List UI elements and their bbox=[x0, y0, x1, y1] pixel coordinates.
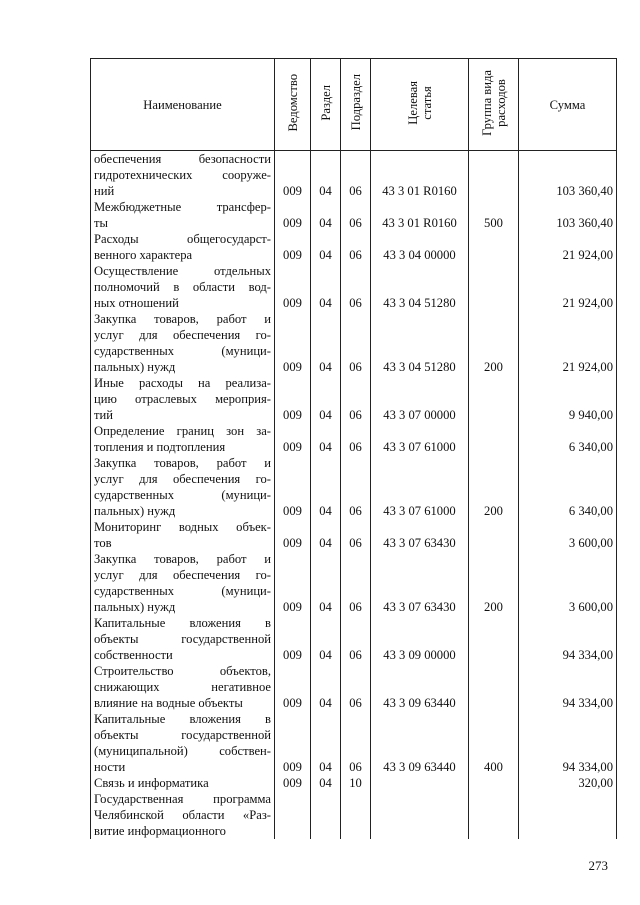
cell-name bbox=[91, 263, 275, 311]
name-line: услуг для обеспечения го- bbox=[94, 472, 271, 486]
cell-razdel: 04 bbox=[311, 711, 341, 775]
budget-table bbox=[90, 58, 617, 839]
cell-statya: 43 3 07 63430 bbox=[371, 519, 469, 551]
cell-name bbox=[91, 375, 275, 423]
cell-razdel: 04 bbox=[311, 151, 341, 200]
cell-summa: 94 334,00 bbox=[519, 711, 617, 775]
name-line: Закупка товаров, работ и bbox=[94, 456, 271, 470]
cell-vedomstvo: 009 bbox=[275, 551, 311, 615]
name-line: Расходы общегосударст- bbox=[94, 232, 271, 246]
cell-name bbox=[91, 423, 275, 455]
cell-podrazdel: 06 bbox=[341, 263, 371, 311]
cell-name bbox=[91, 663, 275, 711]
cell-statya: 43 3 04 51280 bbox=[371, 263, 469, 311]
name-line: Иные расходы на реализа- bbox=[94, 376, 271, 390]
cell-vedomstvo: 009 bbox=[275, 455, 311, 519]
cell-statya: 43 3 01 R0160 bbox=[371, 151, 469, 200]
table-row bbox=[91, 663, 617, 711]
cell-gruppa: 200 bbox=[469, 455, 519, 519]
page-number: 273 bbox=[588, 858, 608, 873]
cell-razdel: 04 bbox=[311, 551, 341, 615]
cell-razdel: 04 bbox=[311, 231, 341, 263]
cell-podrazdel: 06 bbox=[341, 455, 371, 519]
cell-podrazdel: 06 bbox=[341, 519, 371, 551]
cell-gruppa: 400 bbox=[469, 711, 519, 775]
table-row bbox=[91, 375, 617, 423]
name-line: пальных) нужд bbox=[94, 360, 176, 374]
name-line: сударственных (муници- bbox=[94, 584, 271, 598]
header-name: Наименование bbox=[91, 59, 275, 151]
cell-name bbox=[91, 711, 275, 775]
name-line: Капитальные вложения в bbox=[94, 616, 271, 630]
cell-summa: 21 924,00 bbox=[519, 231, 617, 263]
name-line: Связь и информатика bbox=[94, 776, 209, 790]
table-row bbox=[91, 455, 617, 519]
table-row bbox=[91, 791, 617, 839]
name-line: (муниципальной) собствен- bbox=[94, 744, 271, 758]
cell-razdel: 04 bbox=[311, 775, 341, 791]
cell-summa: 6 340,00 bbox=[519, 455, 617, 519]
cell-name bbox=[91, 199, 275, 231]
name-line: Закупка товаров, работ и bbox=[94, 552, 271, 566]
cell-vedomstvo bbox=[275, 791, 311, 839]
cell-podrazdel: 06 bbox=[341, 231, 371, 263]
cell-podrazdel: 06 bbox=[341, 375, 371, 423]
header-vedomstvo: Ведомство bbox=[275, 59, 311, 151]
cell-vedomstvo: 009 bbox=[275, 375, 311, 423]
header-razdel: Раздел bbox=[311, 59, 341, 151]
name-line: цию отраслевых мероприя- bbox=[94, 392, 271, 406]
cell-podrazdel: 06 bbox=[341, 663, 371, 711]
name-line: собственности bbox=[94, 648, 173, 662]
cell-gruppa: 200 bbox=[469, 311, 519, 375]
cell-razdel: 04 bbox=[311, 519, 341, 551]
cell-vedomstvo: 009 bbox=[275, 423, 311, 455]
name-line: сударственных (муници- bbox=[94, 488, 271, 502]
name-line: услуг для обеспечения го- bbox=[94, 328, 271, 342]
cell-statya: 43 3 07 00000 bbox=[371, 375, 469, 423]
name-line: топления и подтопления bbox=[94, 440, 226, 454]
cell-statya: 43 3 09 63440 bbox=[371, 663, 469, 711]
name-line: пальных) нужд bbox=[94, 504, 176, 518]
name-line: Государственная программа bbox=[94, 792, 271, 806]
cell-vedomstvo: 009 bbox=[275, 199, 311, 231]
cell-name bbox=[91, 231, 275, 263]
cell-summa: 3 600,00 bbox=[519, 551, 617, 615]
cell-razdel: 04 bbox=[311, 423, 341, 455]
table-row bbox=[91, 231, 617, 263]
cell-gruppa bbox=[469, 151, 519, 200]
table-row bbox=[91, 199, 617, 231]
cell-vedomstvo: 009 bbox=[275, 231, 311, 263]
cell-vedomstvo: 009 bbox=[275, 311, 311, 375]
name-line: Капитальные вложения в bbox=[94, 712, 271, 726]
cell-statya bbox=[371, 791, 469, 839]
cell-vedomstvo: 009 bbox=[275, 615, 311, 663]
cell-summa: 6 340,00 bbox=[519, 423, 617, 455]
cell-gruppa bbox=[469, 519, 519, 551]
cell-podrazdel: 06 bbox=[341, 615, 371, 663]
name-line: тий bbox=[94, 408, 113, 422]
table-row bbox=[91, 311, 617, 375]
cell-summa: 3 600,00 bbox=[519, 519, 617, 551]
cell-statya: 43 3 07 61000 bbox=[371, 455, 469, 519]
name-line: Мониторинг водных объек- bbox=[94, 520, 271, 534]
cell-summa: 21 924,00 bbox=[519, 263, 617, 311]
name-line: объекты государственной bbox=[94, 728, 271, 742]
cell-statya: 43 3 09 63440 bbox=[371, 711, 469, 775]
name-line: полномочий в области вод- bbox=[94, 280, 271, 294]
cell-podrazdel: 06 bbox=[341, 151, 371, 200]
cell-razdel: 04 bbox=[311, 455, 341, 519]
cell-gruppa bbox=[469, 775, 519, 791]
cell-gruppa bbox=[469, 375, 519, 423]
table-row bbox=[91, 151, 617, 200]
cell-summa: 21 924,00 bbox=[519, 311, 617, 375]
cell-statya bbox=[371, 775, 469, 791]
cell-podrazdel: 06 bbox=[341, 551, 371, 615]
cell-gruppa bbox=[469, 231, 519, 263]
cell-podrazdel bbox=[341, 791, 371, 839]
name-line: витие информационного bbox=[94, 824, 226, 838]
name-line: венного характера bbox=[94, 248, 193, 262]
cell-razdel: 04 bbox=[311, 375, 341, 423]
cell-summa: 94 334,00 bbox=[519, 663, 617, 711]
cell-vedomstvo: 009 bbox=[275, 775, 311, 791]
header-summa: Сумма bbox=[519, 59, 617, 151]
table-row bbox=[91, 423, 617, 455]
cell-razdel: 04 bbox=[311, 263, 341, 311]
cell-razdel: 04 bbox=[311, 311, 341, 375]
cell-statya: 43 3 04 00000 bbox=[371, 231, 469, 263]
cell-podrazdel: 06 bbox=[341, 711, 371, 775]
cell-vedomstvo: 009 bbox=[275, 519, 311, 551]
cell-razdel: 04 bbox=[311, 663, 341, 711]
name-line: объекты государственной bbox=[94, 632, 271, 646]
cell-name bbox=[91, 519, 275, 551]
table-row bbox=[91, 775, 617, 791]
cell-name bbox=[91, 551, 275, 615]
name-line: ний bbox=[94, 184, 115, 198]
cell-name bbox=[91, 615, 275, 663]
cell-podrazdel: 10 bbox=[341, 775, 371, 791]
table-row bbox=[91, 519, 617, 551]
cell-statya: 43 3 07 63430 bbox=[371, 551, 469, 615]
cell-podrazdel: 06 bbox=[341, 311, 371, 375]
name-line: влияние на водные объекты bbox=[94, 696, 243, 710]
header-podrazdel: Подраздел bbox=[341, 59, 371, 151]
cell-podrazdel: 06 bbox=[341, 423, 371, 455]
cell-vedomstvo: 009 bbox=[275, 151, 311, 200]
cell-gruppa bbox=[469, 791, 519, 839]
name-line: ных отношений bbox=[94, 296, 179, 310]
cell-podrazdel: 06 bbox=[341, 199, 371, 231]
table-body bbox=[91, 151, 617, 840]
cell-gruppa bbox=[469, 615, 519, 663]
cell-statya: 43 3 07 61000 bbox=[371, 423, 469, 455]
cell-vedomstvo: 009 bbox=[275, 263, 311, 311]
cell-statya: 43 3 09 00000 bbox=[371, 615, 469, 663]
cell-statya: 43 3 04 51280 bbox=[371, 311, 469, 375]
name-line: Определение границ зон за- bbox=[94, 424, 271, 438]
table-header-row bbox=[91, 59, 617, 151]
cell-summa: 94 334,00 bbox=[519, 615, 617, 663]
cell-summa: 103 360,40 bbox=[519, 199, 617, 231]
cell-name bbox=[91, 311, 275, 375]
name-line: Строительство объектов, bbox=[94, 664, 271, 678]
name-line: Челябинской области «Раз- bbox=[94, 808, 271, 822]
name-line: услуг для обеспечения го- bbox=[94, 568, 271, 582]
table-row bbox=[91, 551, 617, 615]
name-line: Межбюджетные трансфер- bbox=[94, 200, 271, 214]
name-line: тов bbox=[94, 536, 112, 550]
table-row bbox=[91, 615, 617, 663]
header-gruppa: Группа вида расходов bbox=[469, 59, 519, 151]
name-line: Закупка товаров, работ и bbox=[94, 312, 271, 326]
name-line: ты bbox=[94, 216, 108, 230]
cell-summa bbox=[519, 791, 617, 839]
name-line: гидротехнических сооруже- bbox=[94, 168, 271, 182]
table-row bbox=[91, 263, 617, 311]
cell-gruppa: 200 bbox=[469, 551, 519, 615]
table-row bbox=[91, 711, 617, 775]
name-line: Осуществление отдельных bbox=[94, 264, 271, 278]
cell-vedomstvo: 009 bbox=[275, 663, 311, 711]
cell-name bbox=[91, 775, 275, 791]
cell-vedomstvo: 009 bbox=[275, 711, 311, 775]
header-statya: Целевая статья bbox=[371, 59, 469, 151]
cell-name bbox=[91, 791, 275, 839]
cell-razdel bbox=[311, 791, 341, 839]
name-line: снижающих негативное bbox=[94, 680, 271, 694]
name-line: ности bbox=[94, 760, 126, 774]
cell-name bbox=[91, 151, 275, 200]
cell-summa: 320,00 bbox=[519, 775, 617, 791]
cell-gruppa bbox=[469, 663, 519, 711]
cell-summa: 9 940,00 bbox=[519, 375, 617, 423]
name-line: сударственных (муници- bbox=[94, 344, 271, 358]
cell-gruppa bbox=[469, 423, 519, 455]
cell-razdel: 04 bbox=[311, 615, 341, 663]
cell-gruppa bbox=[469, 263, 519, 311]
cell-summa: 103 360,40 bbox=[519, 151, 617, 200]
name-line: пальных) нужд bbox=[94, 600, 176, 614]
cell-statya: 43 3 01 R0160 bbox=[371, 199, 469, 231]
cell-razdel: 04 bbox=[311, 199, 341, 231]
cell-gruppa: 500 bbox=[469, 199, 519, 231]
cell-name bbox=[91, 455, 275, 519]
name-line: обеспечения безопасности bbox=[94, 152, 271, 166]
